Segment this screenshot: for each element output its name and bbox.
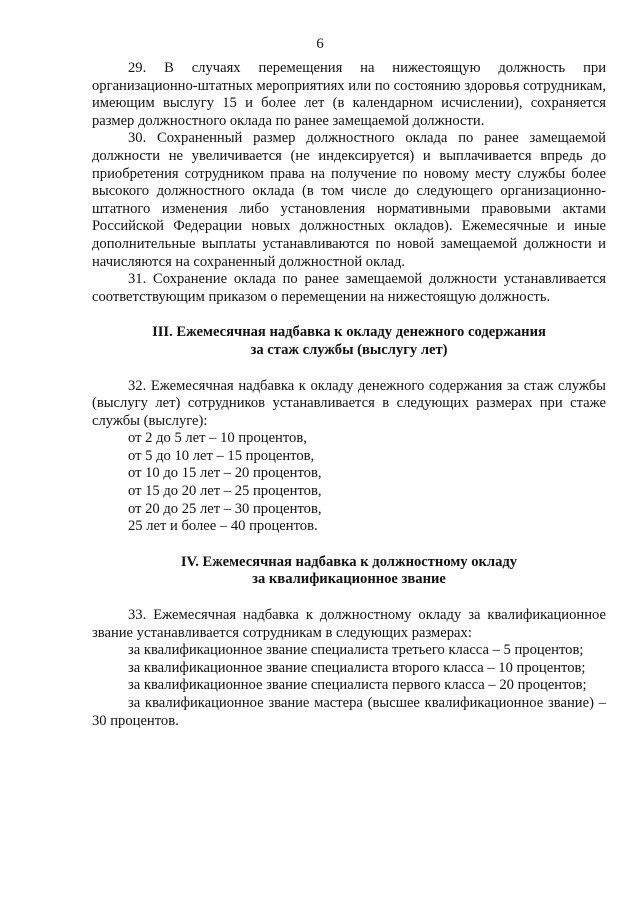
- section-3-heading: [92, 324, 606, 359]
- qualification-item: за квалификационное звание специалиста третьего класса – 5 процентов;: [128, 642, 584, 659]
- list-item: от 2 до 5 лет – 10 процентов,: [128, 430, 307, 447]
- qualification-item: за квалификационное звание специалиста первого класса – 20 процентов;: [128, 677, 587, 694]
- list-item: от 10 до 15 лет – 20 процентов,: [128, 465, 322, 482]
- section-4-heading: [92, 554, 606, 589]
- list-item: от 15 до 20 лет – 25 процентов,: [128, 483, 322, 500]
- paragraph-33: 33. Ежемесячная надбавка к должностному окладу за квалификационное звание устанавливается сотрудникам в следующих размерах:: [92, 607, 606, 641]
- section-3-heading-line-1: III. Ежемесячная надбавка к окладу денежного содержания: [152, 324, 546, 341]
- paragraph-29: 29. В случаях перемещения на нижестоящую должность при организационно-штатных мероприятиях или по состоянию здоровья сотрудникам, имеющим выслугу 15 и более лет (в календарном исчислении), сохраняется размер должностного оклада по ранее замещаемой должности.: [92, 60, 606, 129]
- page-number: 6: [316, 36, 324, 52]
- list-item: от 20 до 25 лет – 30 процентов,: [128, 500, 322, 517]
- seniority-list: [92, 430, 606, 536]
- section-4-heading-line-1: IV. Ежемесячная надбавка к должностному окладу: [180, 553, 518, 570]
- qualification-item: за квалификационное звание специалиста второго класса – 10 процентов;: [128, 659, 586, 676]
- document-body: [92, 60, 606, 730]
- section-3-heading-line-2: за стаж службы (выслугу лет): [250, 341, 448, 358]
- qualification-item: за квалификационное звание мастера (высшее квалификационное звание) – 30 процентов.: [92, 695, 606, 729]
- paragraph-30: 30. Сохраненный размер должностного оклада по ранее замещаемой должности не увеличивается (не индексируется) и выплачивается впредь до приобретения сотрудником права на получение по новому месту службы более высокого должностного оклада (в том числе до следующего организационно-штатного изменения либо установления нормативными правовыми актами Российской Федерации новых должностных окладов). Ежемесячные и иные дополнительные выплаты устанавливаются по новой замещаемой должности и начисляются на сохраненный должностной оклад.: [92, 130, 606, 270]
- section-4-heading-line-2: за квалификационное звание: [252, 571, 446, 588]
- list-item: 25 лет и более – 40 процентов.: [128, 518, 318, 535]
- paragraph-31: 31. Сохранение оклада по ранее замещаемой должности устанавливается соответствующим приказом о перемещении на нижестоящую должность.: [92, 271, 606, 305]
- paragraph-32: 32. Ежемесячная надбавка к окладу денежного содержания за стаж службы (выслугу лет) сотрудников устанавливается в следующих размерах при стаже службы (выслуге):: [92, 377, 606, 429]
- list-item: от 5 до 10 лет – 15 процентов,: [128, 447, 315, 464]
